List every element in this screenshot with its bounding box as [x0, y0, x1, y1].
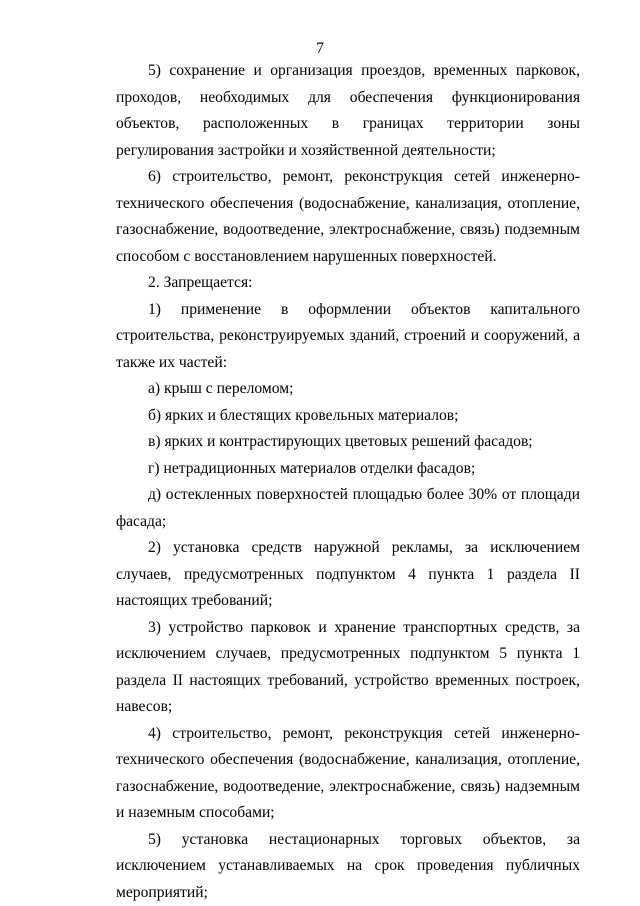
paragraph-subitem-v-facade-colors: в) ярких и контрастирующих цветовых решений фасадов; [116, 429, 580, 456]
paragraph-item-3-parking: 3) устройство парковок и хранение транспортных средств, за исключением случаев, предусмотренных подпунктом 5 пункта 1 раздела II настоящих требований, устройство временных построек, навесов; [116, 615, 580, 721]
page-number: 7 [0, 40, 640, 58]
paragraph-item-1-design-restrictions: 1) применение в оформлении объектов капитального строительства, реконструируемых зданий, строений и сооружений, а также их частей: [116, 297, 580, 377]
paragraph-item-5-preservation: 5) сохранение и организация проездов, временных парковок, проходов, необходимых для обеспечения функционирования объектов, расположенных в границах территории зоны регулирования застройки и хозяйственной деятельности; [116, 58, 580, 164]
paragraph-item-4-construction-overground: 4) строительство, ремонт, реконструкция сетей инженерно-технического обеспечения (водоснабжение, канализация, отопление, газоснабжение, водоотведение, электроснабжение, связь) надземным и наземным способами; [116, 721, 580, 827]
paragraph-subitem-a-roofs: а) крыш с переломом; [116, 376, 580, 403]
paragraph-item-2-advertising: 2) установка средств наружной рекламы, за исключением случаев, предусмотренных подпунктом 4 пункта 1 раздела II настоящих требований; [116, 535, 580, 615]
paragraph-section-2-prohibited: 2. Запрещается: [116, 270, 580, 297]
paragraph-subitem-g-facade-finishes: г) нетрадиционных материалов отделки фасадов; [116, 456, 580, 483]
paragraph-item-6-construction-underground: 6) строительство, ремонт, реконструкция сетей инженерно-технического обеспечения (водоснабжение, канализация, отопление, газоснабжение, водоотведение, электроснабжение, связь) подземным способом с восстановлением нарушенных поверхностей. [116, 164, 580, 270]
paragraph-item-5-trade-objects: 5) установка нестационарных торговых объектов, за исключением устанавливаемых на срок проведения публичных мероприятий; [116, 827, 580, 906]
document-body [116, 58, 580, 906]
paragraph-subitem-d-glazing: д) остекленных поверхностей площадью более 30% от площади фасада; [116, 482, 580, 535]
paragraph-subitem-b-roof-materials: б) ярких и блестящих кровельных материалов; [116, 403, 580, 430]
